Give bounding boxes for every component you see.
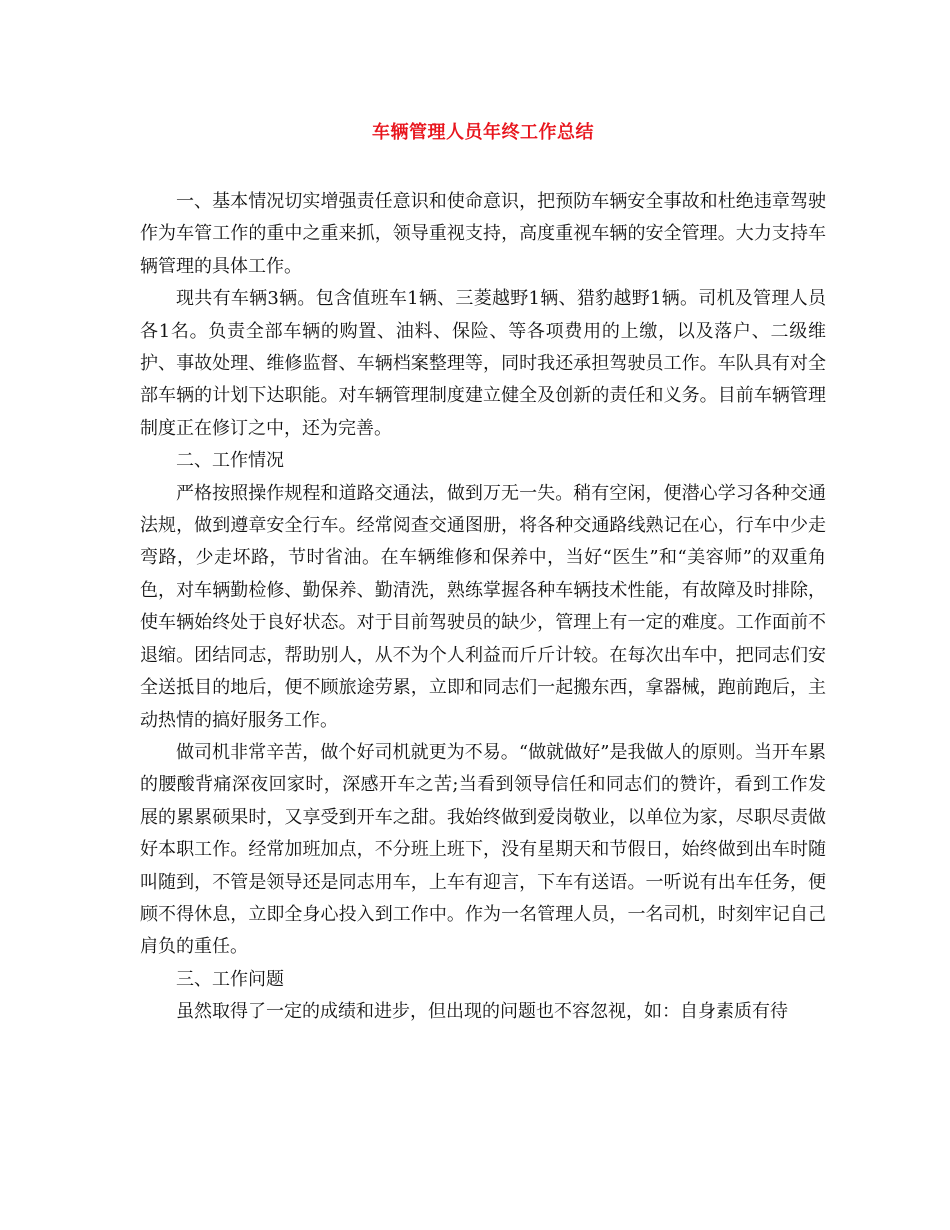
paragraph-basic-situation: 一、基本情况切实增强责任意识和使命意识，把预防车辆安全事故和杜绝违章驾驶作为车管工作的重中之重来抓，领导重视支持，高度重视车辆的安全管理。大力支持车辆管理的具体工作。	[140, 191, 826, 277]
paragraph-problems: 虽然取得了一定的成绩和进步，但出现的问题也不容忽视，如：自身素质有待	[176, 1001, 788, 1023]
paragraph-driver-duty: 做司机非常辛苦，做个好司机就更为不易。“做就做好”是我做人的原则。当开车累的腰酸背痛深夜回家时，深感开车之苦;当看到领导信任和同志们的赞许，看到工作发展的累累硕果时，又享受到开车之甜。我始终做到爱岗敬业，以单位为家，尽职尽责做好本职工作。经常加班加点，不分班上班下，没有星期天和节假日，始终做到出车时随叫随到，不管是领导还是同志用车，上车有迎言，下车有送语。一听说有出车任务，便顾不得休息，立即全身心投入到工作中。作为一名管理人员，一名司机，时刻牢记自己肩负的重任。	[140, 741, 826, 958]
paragraph-vehicle-inventory: 现共有车辆3辆。包含值班车1辆、三菱越野1辆、猎豹越野1辆。司机及管理人员各1名。负责全部车辆的购置、油料、保险、等各项费用的上缴，以及落户、二级维护、事故处理、维修监督、车辆档案整理等，同时我还承担驾驶员工作。车队具有对全部车辆的计划下达职能。对车辆管理制度建立健全及创新的责任和义务。目前车辆管理制度正在修订之中，还为完善。	[140, 288, 826, 439]
paragraph-work-details: 严格按照操作规程和道路交通法，做到万无一失。稍有空闲，便潜心学习各种交通法规，做到遵章安全行车。经常阅查交通图册，将各种交通路线熟记在心，行车中少走弯路，少走坏路，节时省油。在车辆维修和保养中，当好“医生”和“美容师”的双重角色，对车辆勤检修、勤保养、勤清洗，熟练掌握各种车辆技术性能，有故障及时排除，使车辆始终处于良好状态。对于目前驾驶员的缺少，管理上有一定的难度。工作面前不退缩。团结同志，帮助别人，从不为个人利益而斤斤计较。在每次出车中，把同志们安全送抵目的地后，便不顾旅途劳累，立即和同志们一起搬东西，拿器械，跑前跑后，主动热情的搞好服务工作。	[140, 482, 826, 731]
document-title: 车辆管理人员年终工作总结	[372, 122, 594, 143]
heading-work-situation: 二、工作情况	[176, 450, 284, 472]
heading-work-problems: 三、工作问题	[176, 968, 284, 990]
document-page	[140, 118, 826, 1029]
